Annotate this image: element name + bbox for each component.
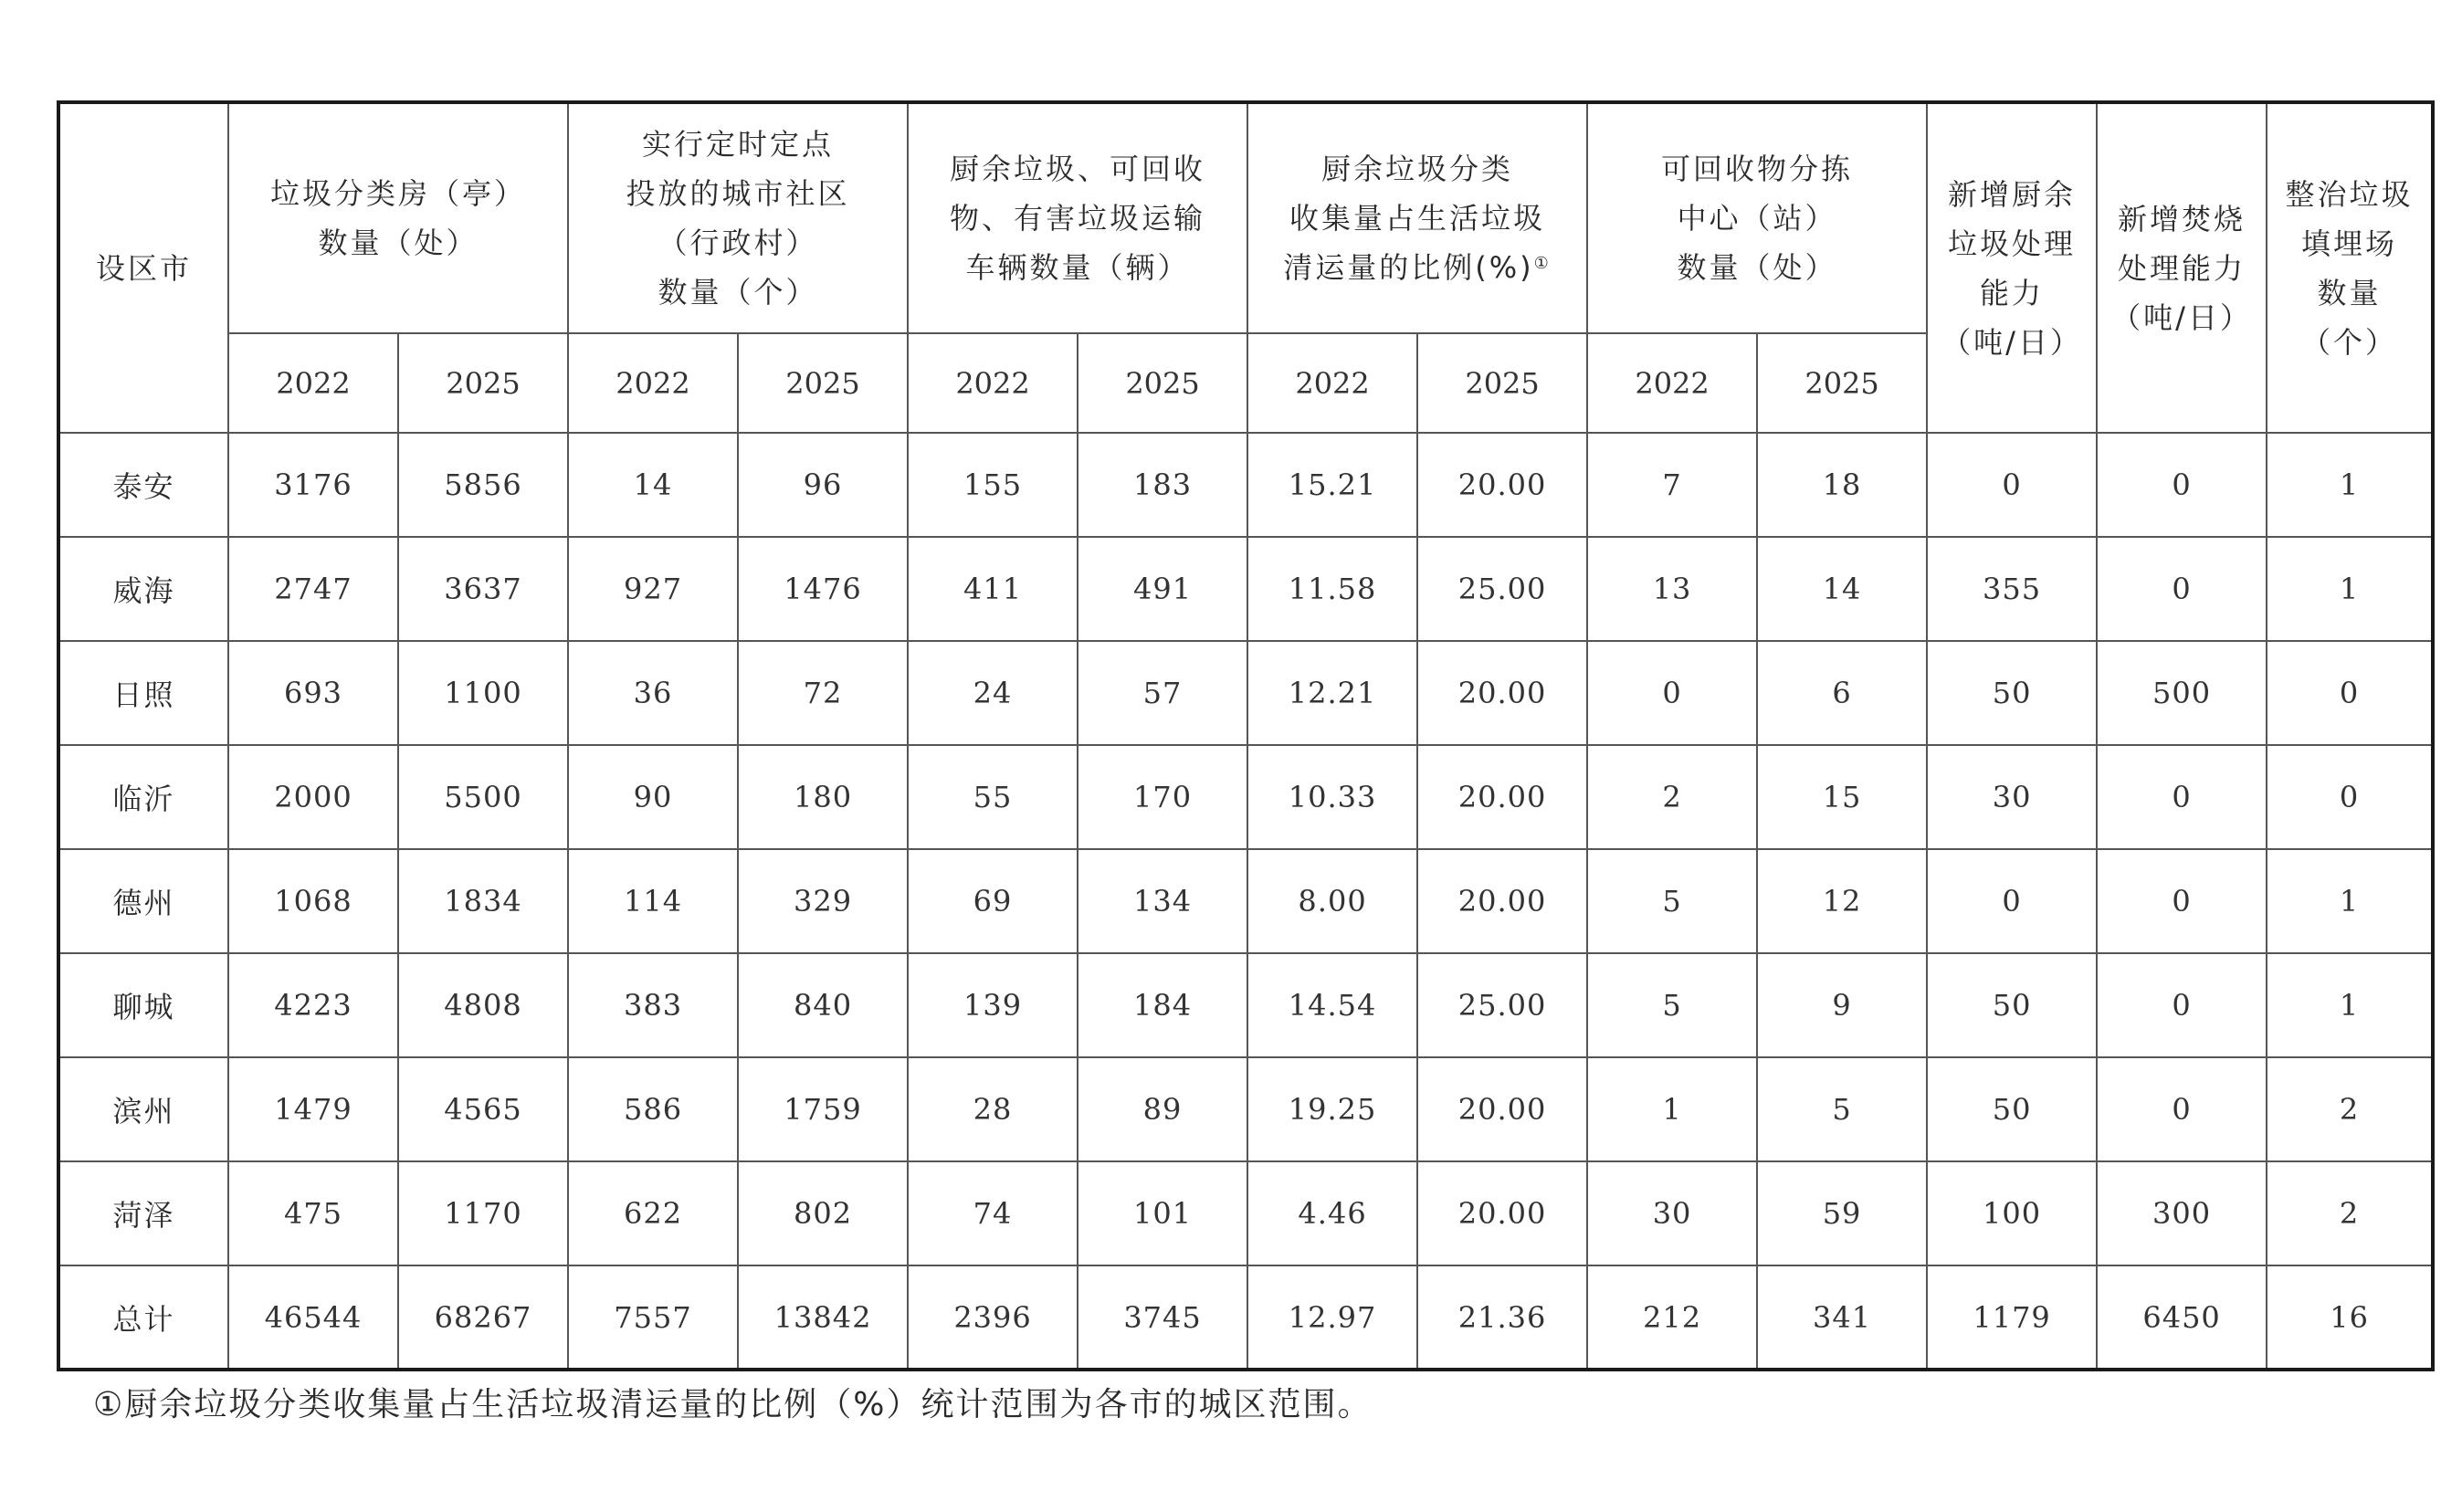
group-header-recycling-centers	[1587, 102, 1927, 333]
value-cell: 1100	[398, 641, 568, 745]
year-header: 2022	[908, 333, 1078, 433]
value-cell: 0	[1587, 641, 1757, 745]
value-cell: 0	[2097, 537, 2267, 641]
header-line: 中心（站）	[1677, 201, 1837, 236]
value-cell: 840	[738, 953, 908, 1057]
city-cell: 聊城	[58, 953, 228, 1057]
header-line	[1252, 243, 1583, 292]
value-cell: 5856	[398, 433, 568, 537]
header-line: 厨余垃圾分类	[1321, 152, 1514, 186]
city-cell: 滨州	[58, 1057, 228, 1161]
value-cell: 0	[2097, 1057, 2267, 1161]
value-cell: 10.33	[1247, 745, 1417, 849]
table-body	[58, 433, 2433, 1370]
footnote-marker: ①	[1533, 254, 1552, 273]
value-cell: 622	[568, 1161, 738, 1265]
value-cell: 2000	[228, 745, 398, 849]
value-cell: 411	[908, 537, 1078, 641]
value-cell: 30	[1587, 1161, 1757, 1265]
value-cell: 90	[568, 745, 738, 849]
table-row	[58, 1161, 2433, 1265]
header-line: 投放的城市社区	[626, 176, 850, 211]
value-cell: 74	[908, 1161, 1078, 1265]
value-cell: 14.54	[1247, 953, 1417, 1057]
value-cell: 12	[1757, 849, 1927, 953]
value-cell: 89	[1078, 1057, 1247, 1161]
header-line: （行政村）	[658, 226, 818, 260]
table-row	[58, 849, 2433, 953]
value-cell: 1479	[228, 1057, 398, 1161]
value-cell: 36	[568, 641, 738, 745]
value-cell: 50	[1927, 1057, 2097, 1161]
header-landfill-remediation	[2267, 102, 2433, 433]
value-cell: 25.00	[1417, 953, 1587, 1057]
value-cell: 1476	[738, 537, 908, 641]
group-header-sorting-rooms	[228, 102, 568, 333]
value-cell: 13	[1587, 537, 1757, 641]
value-cell: 341	[1757, 1265, 1927, 1370]
value-cell: 0	[1927, 849, 2097, 953]
table-row	[58, 537, 2433, 641]
value-cell: 15.21	[1247, 433, 1417, 537]
header-line: 新增焚烧	[2118, 201, 2246, 236]
value-cell: 18	[1757, 433, 1927, 537]
city-cell: 临沂	[58, 745, 228, 849]
value-cell: 4223	[228, 953, 398, 1057]
value-cell: 3637	[398, 537, 568, 641]
value-cell: 25.00	[1417, 537, 1587, 641]
header-line: 数量（个）	[658, 275, 818, 310]
table-row	[58, 1265, 2433, 1370]
value-cell: 475	[228, 1161, 398, 1265]
value-cell: 57	[1078, 641, 1247, 745]
value-cell: 24	[908, 641, 1078, 745]
value-cell: 15	[1757, 745, 1927, 849]
table-row	[58, 641, 2433, 745]
year-header: 2025	[1417, 333, 1587, 433]
city-cell: 德州	[58, 849, 228, 953]
value-cell: 184	[1078, 953, 1247, 1057]
header-line: 数量（处）	[318, 226, 479, 260]
value-cell: 0	[1927, 433, 2097, 537]
group-header-transport-vehicles	[908, 102, 1247, 333]
value-cell: 0	[2267, 641, 2433, 745]
value-cell: 50	[1927, 953, 2097, 1057]
city-cell: 泰安	[58, 433, 228, 537]
value-cell: 329	[738, 849, 908, 953]
value-cell: 16	[2267, 1265, 2433, 1370]
value-cell: 13842	[738, 1265, 908, 1370]
value-cell: 2	[2267, 1057, 2433, 1161]
value-cell: 183	[1078, 433, 1247, 537]
value-cell: 212	[1587, 1265, 1757, 1370]
value-cell: 5500	[398, 745, 568, 849]
waste-sorting-table	[57, 100, 2435, 1371]
value-cell: 2747	[228, 537, 398, 641]
value-cell: 55	[908, 745, 1078, 849]
header-line: 车辆数量（辆）	[965, 250, 1190, 285]
value-cell: 12.97	[1247, 1265, 1417, 1370]
value-cell: 0	[2267, 745, 2433, 849]
value-cell: 1834	[398, 849, 568, 953]
value-cell: 155	[908, 433, 1078, 537]
value-cell: 2	[2267, 1161, 2433, 1265]
group-header-kitchen-waste-ratio	[1247, 102, 1587, 333]
value-cell: 20.00	[1417, 1161, 1587, 1265]
header-line: 实行定时定点	[642, 127, 835, 162]
year-header: 2025	[1078, 333, 1247, 433]
value-cell: 3176	[228, 433, 398, 537]
value-cell: 96	[738, 433, 908, 537]
year-header: 2022	[1587, 333, 1757, 433]
value-cell: 1	[2267, 433, 2433, 537]
value-cell: 100	[1927, 1161, 2097, 1265]
value-cell: 20.00	[1417, 641, 1587, 745]
value-cell: 6	[1757, 641, 1927, 745]
value-cell: 1170	[398, 1161, 568, 1265]
value-cell: 355	[1927, 537, 2097, 641]
header-line: （个）	[2301, 324, 2398, 360]
value-cell: 20.00	[1417, 849, 1587, 953]
value-cell: 1179	[1927, 1265, 2097, 1370]
value-cell: 0	[2097, 953, 2267, 1057]
value-cell: 586	[568, 1057, 738, 1161]
value-cell: 300	[2097, 1161, 2267, 1265]
year-header: 2025	[398, 333, 568, 433]
header-line: 新增厨余	[1948, 176, 2077, 212]
header-line: 垃圾分类房（亭）	[270, 176, 527, 211]
header-line: 可回收物分拣	[1661, 152, 1854, 186]
header-new-incineration-capacity	[2097, 102, 2267, 433]
value-cell: 14	[568, 433, 738, 537]
city-cell: 威海	[58, 537, 228, 641]
table-container	[57, 100, 2431, 1371]
value-cell: 500	[2097, 641, 2267, 745]
value-cell: 1759	[738, 1057, 908, 1161]
header-line: 处理能力	[2118, 250, 2246, 286]
header-line: 厨余垃圾、可回收	[950, 152, 1206, 186]
value-cell: 101	[1078, 1161, 1247, 1265]
value-cell: 9	[1757, 953, 1927, 1057]
city-cell: 日照	[58, 641, 228, 745]
value-cell: 46544	[228, 1265, 398, 1370]
value-cell: 72	[738, 641, 908, 745]
value-cell: 1	[2267, 537, 2433, 641]
value-cell: 14	[1757, 537, 1927, 641]
value-cell: 491	[1078, 537, 1247, 641]
row-header-city: 设区市	[58, 102, 228, 433]
value-cell: 802	[738, 1161, 908, 1265]
header-line: 整治垃圾	[2285, 176, 2414, 212]
year-header: 2022	[568, 333, 738, 433]
year-header: 2022	[228, 333, 398, 433]
value-cell: 0	[2097, 745, 2267, 849]
value-cell: 114	[568, 849, 738, 953]
year-header: 2025	[1757, 333, 1927, 433]
value-cell: 0	[2097, 433, 2267, 537]
value-cell: 20.00	[1417, 433, 1587, 537]
value-cell: 6450	[2097, 1265, 2267, 1370]
value-cell: 3745	[1078, 1265, 1247, 1370]
value-cell: 12.21	[1247, 641, 1417, 745]
value-cell: 19.25	[1247, 1057, 1417, 1161]
value-cell: 8.00	[1247, 849, 1417, 953]
value-cell: 139	[908, 953, 1078, 1057]
value-cell: 20.00	[1417, 745, 1587, 849]
header-line: （吨/日）	[2111, 299, 2252, 335]
header-new-kitchen-capacity	[1927, 102, 2097, 433]
group-header-timed-communities	[568, 102, 908, 333]
value-cell: 28	[908, 1057, 1078, 1161]
value-cell: 7	[1587, 433, 1757, 537]
value-cell: 927	[568, 537, 738, 641]
value-cell: 2	[1587, 745, 1757, 849]
header-line: 数量	[2317, 275, 2382, 310]
value-cell: 2396	[908, 1265, 1078, 1370]
value-cell: 7557	[568, 1265, 738, 1370]
city-cell: 总计	[58, 1265, 228, 1370]
value-cell: 59	[1757, 1161, 1927, 1265]
table-row	[58, 745, 2433, 849]
header-line: 垃圾处理	[1948, 226, 2077, 261]
value-cell: 0	[2097, 849, 2267, 953]
value-cell: 69	[908, 849, 1078, 953]
header-line: 物、有害垃圾运输	[950, 201, 1206, 236]
city-cell: 菏泽	[58, 1161, 228, 1265]
value-cell: 4808	[398, 953, 568, 1057]
value-cell: 4565	[398, 1057, 568, 1161]
table-row	[58, 1057, 2433, 1161]
value-cell: 5	[1587, 953, 1757, 1057]
value-cell: 1	[2267, 849, 2433, 953]
value-cell: 1068	[228, 849, 398, 953]
value-cell: 170	[1078, 745, 1247, 849]
value-cell: 20.00	[1417, 1057, 1587, 1161]
value-cell: 383	[568, 953, 738, 1057]
header-line: （吨/日）	[1941, 324, 2082, 360]
header-line: 能力	[1980, 275, 2045, 310]
value-cell: 30	[1927, 745, 2097, 849]
value-cell: 5	[1757, 1057, 1927, 1161]
value-cell: 4.46	[1247, 1161, 1417, 1265]
year-header: 2025	[738, 333, 908, 433]
table-header	[58, 102, 2433, 433]
value-cell: 134	[1078, 849, 1247, 953]
header-line-text: 清运量的比例(%)	[1283, 250, 1534, 285]
table-row	[58, 953, 2433, 1057]
header-line: 填埋场	[2301, 226, 2398, 261]
table-row	[58, 433, 2433, 537]
value-cell: 693	[228, 641, 398, 745]
footnote-text: ①厨余垃圾分类收集量占生活垃圾清运量的比例（%）统计范围为各市的城区范围。	[93, 1386, 1373, 1423]
year-header: 2022	[1247, 333, 1417, 433]
value-cell: 1	[2267, 953, 2433, 1057]
header-line: 收集量占生活垃圾	[1289, 201, 1546, 236]
value-cell: 21.36	[1417, 1265, 1587, 1370]
value-cell: 50	[1927, 641, 2097, 745]
header-row-groups	[58, 102, 2433, 333]
value-cell: 5	[1587, 849, 1757, 953]
value-cell: 11.58	[1247, 537, 1417, 641]
value-cell: 1	[1587, 1057, 1757, 1161]
value-cell: 68267	[398, 1265, 568, 1370]
value-cell: 180	[738, 745, 908, 849]
header-line: 数量（处）	[1677, 250, 1837, 285]
